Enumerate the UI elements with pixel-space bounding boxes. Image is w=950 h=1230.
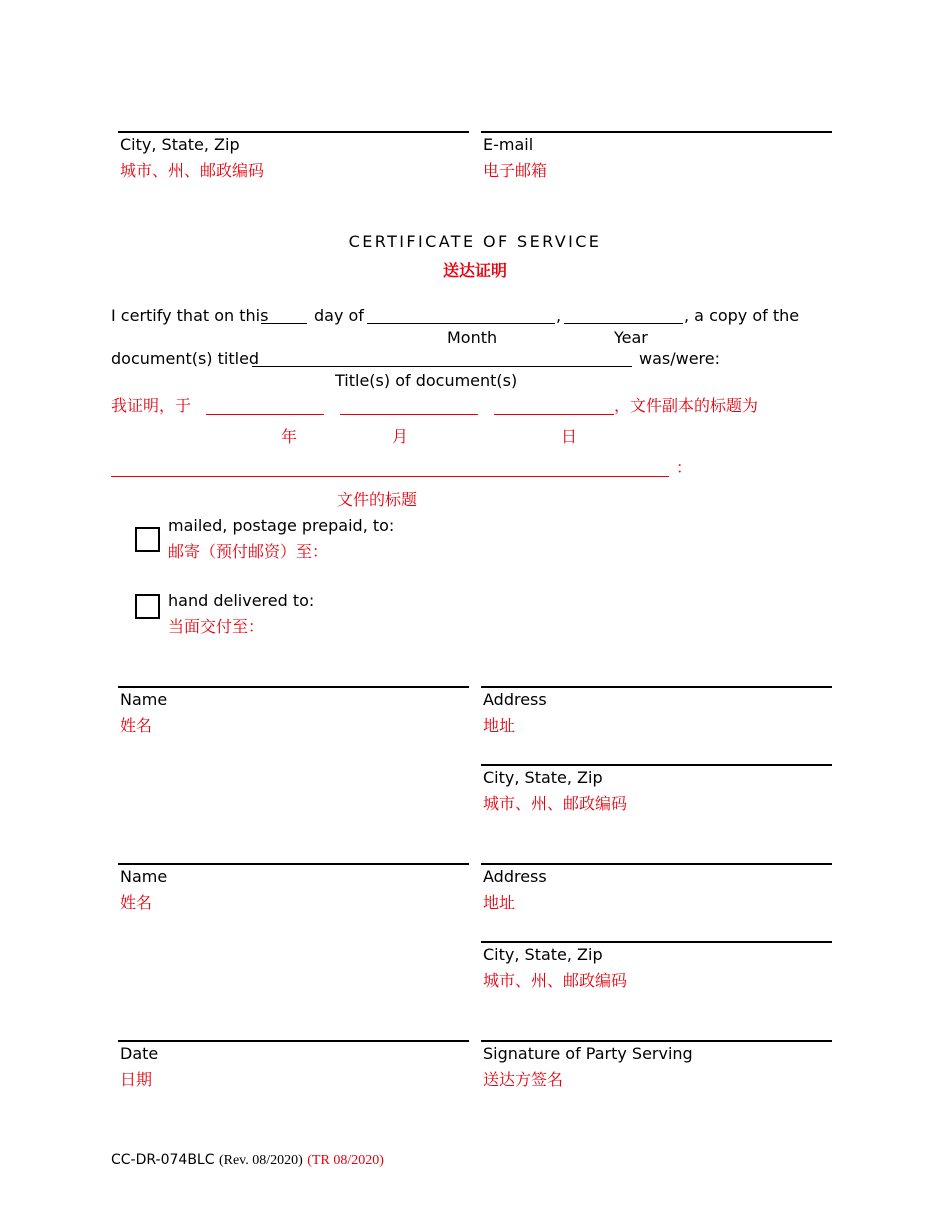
form-id: CC-DR-074BLC	[111, 1152, 215, 1168]
recipient-1-address-label: Address	[483, 690, 547, 709]
recipient-1-address-label-zh: 地址	[483, 716, 516, 735]
signature-line[interactable]	[481, 1040, 832, 1042]
mailed-label: mailed, postage prepaid, to:	[168, 516, 395, 535]
day-blank-zh[interactable]	[494, 414, 614, 415]
day-label-zh: 日	[561, 427, 578, 446]
date-line[interactable]	[118, 1040, 469, 1042]
city-state-zip-label-zh: 城市、州、邮政编码	[120, 161, 265, 180]
recipient-2-address-line[interactable]	[481, 863, 832, 865]
hand-delivered-label-zh: 当面交付至：	[168, 617, 265, 636]
month-blank-zh[interactable]	[340, 414, 478, 415]
recipient-2-city-line[interactable]	[481, 941, 832, 943]
recipient-1-name-label: Name	[120, 690, 168, 709]
copy-title-text-zh: ，文件副本的标题为	[614, 396, 759, 415]
hand-delivered-label: hand delivered to:	[168, 591, 315, 610]
signature-label: Signature of Party Serving	[483, 1044, 693, 1063]
date-label-zh: 日期	[120, 1070, 153, 1089]
date-label: Date	[120, 1044, 159, 1063]
day-of-text: day of	[314, 306, 364, 325]
form-revision: (Rev. 08/2020)	[218, 1153, 303, 1168]
year-blank[interactable]	[564, 323, 683, 324]
certify-text: I certify that on this	[111, 306, 269, 325]
recipient-1-address-line[interactable]	[481, 686, 832, 688]
translation-revision: (TR 08/2020)	[307, 1153, 384, 1168]
recipient-2-name-line[interactable]	[118, 863, 469, 865]
document-titles-label: Title(s) of document(s)	[335, 371, 518, 390]
recipient-1-name-line[interactable]	[118, 686, 469, 688]
day-blank[interactable]	[261, 323, 307, 324]
recipient-2-city-label: City, State, Zip	[483, 945, 603, 964]
recipient-1-city-label: City, State, Zip	[483, 768, 603, 787]
mailed-checkbox[interactable]	[135, 527, 160, 552]
month-label: Month	[447, 328, 498, 347]
year-label-zh: 年	[281, 427, 298, 446]
city-state-zip-line[interactable]	[118, 131, 469, 133]
document-title-label-zh: 文件的标题	[337, 490, 418, 509]
recipient-1-city-line[interactable]	[481, 764, 832, 766]
year-blank-zh[interactable]	[206, 414, 324, 415]
recipient-2-name-label: Name	[120, 867, 168, 886]
form-footer	[111, 1152, 384, 1169]
document-title-blank-zh[interactable]	[111, 476, 669, 477]
document-title-blank[interactable]	[252, 366, 632, 367]
document-titled-text: document(s) titled	[111, 349, 260, 368]
hand-delivered-checkbox[interactable]	[135, 594, 160, 619]
recipient-1-city-label-zh: 城市、州、邮政编码	[483, 794, 628, 813]
email-line[interactable]	[481, 131, 832, 133]
email-label: E-mail	[483, 135, 534, 154]
recipient-2-address-label: Address	[483, 867, 547, 886]
certify-text-zh: 我证明，于	[111, 396, 192, 415]
year-label: Year	[614, 328, 648, 347]
recipient-2-address-label-zh: 地址	[483, 893, 516, 912]
certificate-title: CERTIFICATE OF SERVICE	[348, 232, 602, 251]
signature-label-zh: 送达方签名	[483, 1070, 564, 1089]
certificate-title-zh: 送达证明	[442, 261, 507, 280]
copy-of-text: , a copy of the	[684, 306, 800, 325]
comma-text: ,	[556, 306, 562, 325]
recipient-1-name-label-zh: 姓名	[120, 716, 153, 735]
colon-zh: ：	[676, 458, 693, 477]
month-label-zh: 月	[392, 427, 409, 446]
email-label-zh: 电子邮箱	[483, 161, 548, 180]
city-state-zip-label: City, State, Zip	[120, 135, 240, 154]
month-blank[interactable]	[367, 323, 555, 324]
recipient-2-name-label-zh: 姓名	[120, 893, 153, 912]
was-were-text: was/were:	[639, 349, 721, 368]
mailed-label-zh: 邮寄（预付邮资）至：	[168, 542, 329, 561]
recipient-2-city-label-zh: 城市、州、邮政编码	[483, 971, 628, 990]
